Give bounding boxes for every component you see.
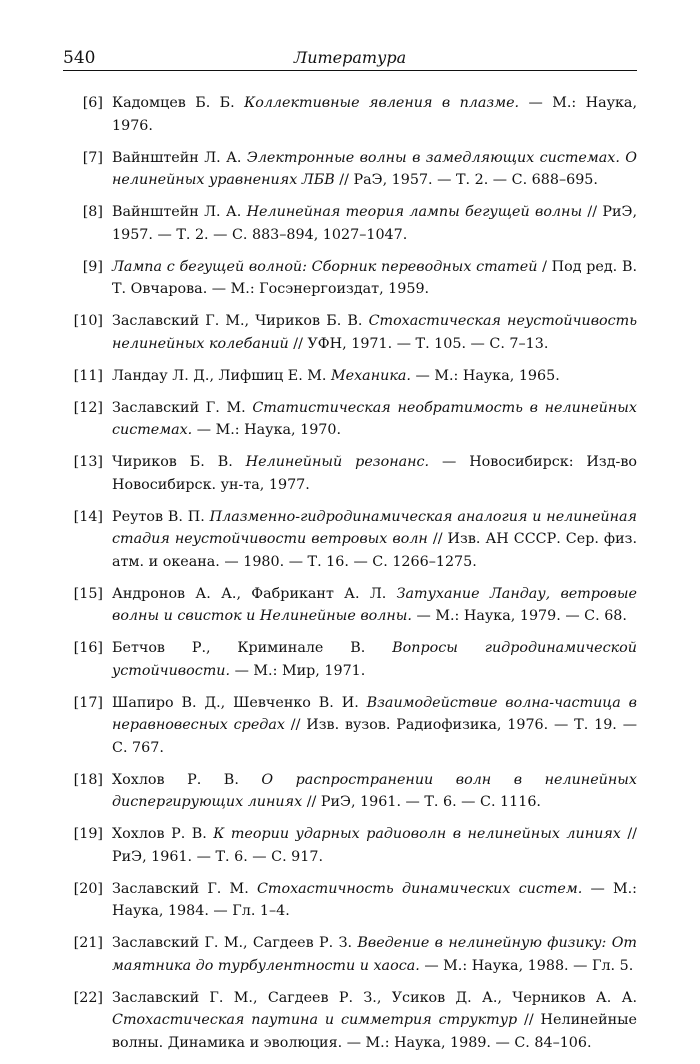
reference-item: [63, 823, 637, 868]
reference-source: // Нелинейные волны. Динамика и эволюция. — М.: Наука, 1989. — С. 84–106.: [112, 1012, 637, 1051]
reference-source: — Новосибирск: Изд-во Новосибирск. ун-та, 1977.: [112, 454, 637, 493]
reference-authors: Заславский Г. М.: [112, 880, 257, 897]
reference-authors: Бетчов Р., Криминале В.: [112, 640, 393, 656]
reference-authors: Хохлов Р. В.: [112, 826, 214, 842]
reference-number: [7]: [82, 149, 103, 166]
reference-item: [63, 692, 637, 760]
reference-source: — М.: Наука, 1979. — С. 68.: [411, 608, 627, 624]
reference-title: Вопросы гидродинамической устойчивости.: [112, 640, 637, 679]
reference-number: [20]: [73, 880, 103, 897]
reference-title: Механика.: [331, 367, 411, 384]
reference-authors: Заславский Г. М.: [112, 399, 253, 416]
reference-number: [11]: [73, 367, 103, 384]
reference-source: — М.: Наука, 1988. — Гл. 5.: [419, 957, 634, 974]
reference-source: // УФН, 1971. — Т. 105. — С. 7–13.: [288, 335, 549, 352]
reference-title: Затухание Ландау, ветровые волны и свисток и Нелинейные волны.: [112, 585, 637, 624]
reference-source: // РаЭ, 1957. — Т. 2. — С. 688–695.: [334, 172, 598, 188]
reference-authors: Кадомцев Б. Б.: [112, 95, 245, 111]
reference-item: [63, 451, 637, 496]
reference-item: [63, 637, 637, 682]
reference-authors: Заславский Г. М., Сагдеев Р. З., Усиков Д. А., Черников А. А.: [112, 989, 637, 1006]
reference-title: К теории ударных радиоволн в нелинейных линиях: [213, 826, 621, 842]
reference-source: // РиЭ, 1961. — Т. 6. — С. 917.: [112, 826, 638, 865]
reference-number: [14]: [73, 508, 103, 525]
reference-authors: Хохлов Р. В.: [112, 771, 262, 788]
reference-number: [18]: [73, 771, 103, 788]
reference-authors: Заславский Г. М., Чириков Б. В.: [112, 313, 369, 329]
reference-item: [63, 365, 637, 388]
reference-source: // Изв. АН СССР. Сер. физ. атм. и океана. — 1980. — Т. 16. — С. 1266–1275.: [112, 531, 637, 570]
reference-source: — М.: Наука, 1976.: [112, 95, 638, 134]
reference-number: [8]: [82, 204, 103, 220]
reference-number: [9]: [82, 258, 103, 275]
reference-source: // РиЭ, 1957. — Т. 2. — С. 883–894, 1027–1047.: [112, 204, 637, 243]
reference-title: Нелинейный резонанс.: [245, 454, 430, 470]
page-number: 540: [63, 48, 96, 68]
reference-number: [17]: [73, 694, 103, 711]
reference-item: [63, 506, 637, 574]
reference-title: Электронные волны в замедляющих системах. О нелинейных уравнениях ЛБВ: [112, 149, 637, 188]
reference-title: Нелинейная теория лампы бегущей волны: [246, 204, 583, 220]
reference-number: [13]: [73, 454, 103, 470]
reference-title: Взаимодействие волна-частица в неравновесных средах: [112, 694, 637, 733]
reference-authors: Шапиро В. Д., Шевченко В. И.: [112, 694, 367, 711]
reference-item: [63, 583, 637, 628]
reference-source: — М.: Мир, 1971.: [230, 662, 366, 679]
reference-authors: Вайнштейн Л. А.: [112, 204, 247, 220]
reference-number: [15]: [73, 585, 103, 602]
reference-item: [63, 932, 637, 977]
reference-title: О распространении волн в нелинейных диспергирующих линиях: [112, 771, 637, 810]
reference-title: Лампа с бегущей волной: Сборник переводных статей: [112, 258, 538, 275]
reference-source: // РиЭ, 1961. — Т. 6. — С. 1116.: [302, 794, 541, 810]
reference-source: / Под ред. В. Т. Овчарова. — М.: Госэнергоиздат, 1959.: [112, 258, 637, 297]
reference-item: [63, 147, 637, 192]
reference-number: [6]: [82, 95, 103, 111]
reference-item: [63, 201, 637, 246]
reference-item: [63, 310, 637, 355]
reference-authors: Реутов В. П.: [112, 508, 210, 525]
reference-authors: Ландау Л. Д., Лифшиц Е. М.: [112, 367, 332, 384]
reference-number: [16]: [73, 640, 103, 656]
reference-list: [63, 92, 637, 1064]
page-header: [63, 44, 637, 71]
reference-source: — М.: Наука, 1970.: [192, 422, 342, 438]
reference-authors: Чириков Б. В.: [112, 454, 246, 470]
reference-authors: Заславский Г. М., Сагдеев Р. З.: [112, 935, 358, 951]
reference-title: Плазменно-гидродинамическая аналогия и нелинейная стадия неустойчивости ветровых волн: [112, 508, 637, 547]
reference-item: [63, 878, 637, 923]
reference-number: [10]: [73, 313, 103, 329]
reference-item: [63, 769, 637, 814]
reference-authors: Вайнштейн Л. А.: [112, 149, 247, 166]
reference-title: Стохастическая неустойчивость нелинейных колебаний: [112, 313, 637, 352]
reference-title: Коллективные явления в плазме.: [244, 95, 520, 111]
reference-number: [12]: [73, 399, 103, 416]
reference-source: // Изв. вузов. Радиофизика, 1976. — Т. 19. — С. 767.: [112, 717, 637, 756]
reference-authors: Андронов А. А., Фабрикант А. Л.: [112, 585, 397, 602]
reference-title: Стохастическая паутина и симметрия структур: [112, 1012, 518, 1028]
reference-title: Введение в нелинейную физику: От маятника до турбулентности и хаоса.: [112, 935, 637, 974]
reference-number: [21]: [73, 935, 103, 951]
reference-number: [22]: [73, 989, 103, 1006]
reference-item: [63, 92, 637, 137]
running-title: Литература: [293, 48, 407, 67]
reference-item: [63, 987, 637, 1055]
reference-title: Статистическая необратимость в нелинейных системах.: [112, 399, 637, 438]
reference-item: [63, 397, 637, 442]
reference-number: [19]: [73, 826, 103, 842]
reference-title: Стохастичность динамических систем.: [256, 880, 583, 897]
reference-source: — М.: Наука, 1984. — Гл. 1–4.: [112, 880, 638, 919]
reference-item: [63, 256, 637, 301]
reference-source: — М.: Наука, 1965.: [410, 367, 560, 384]
